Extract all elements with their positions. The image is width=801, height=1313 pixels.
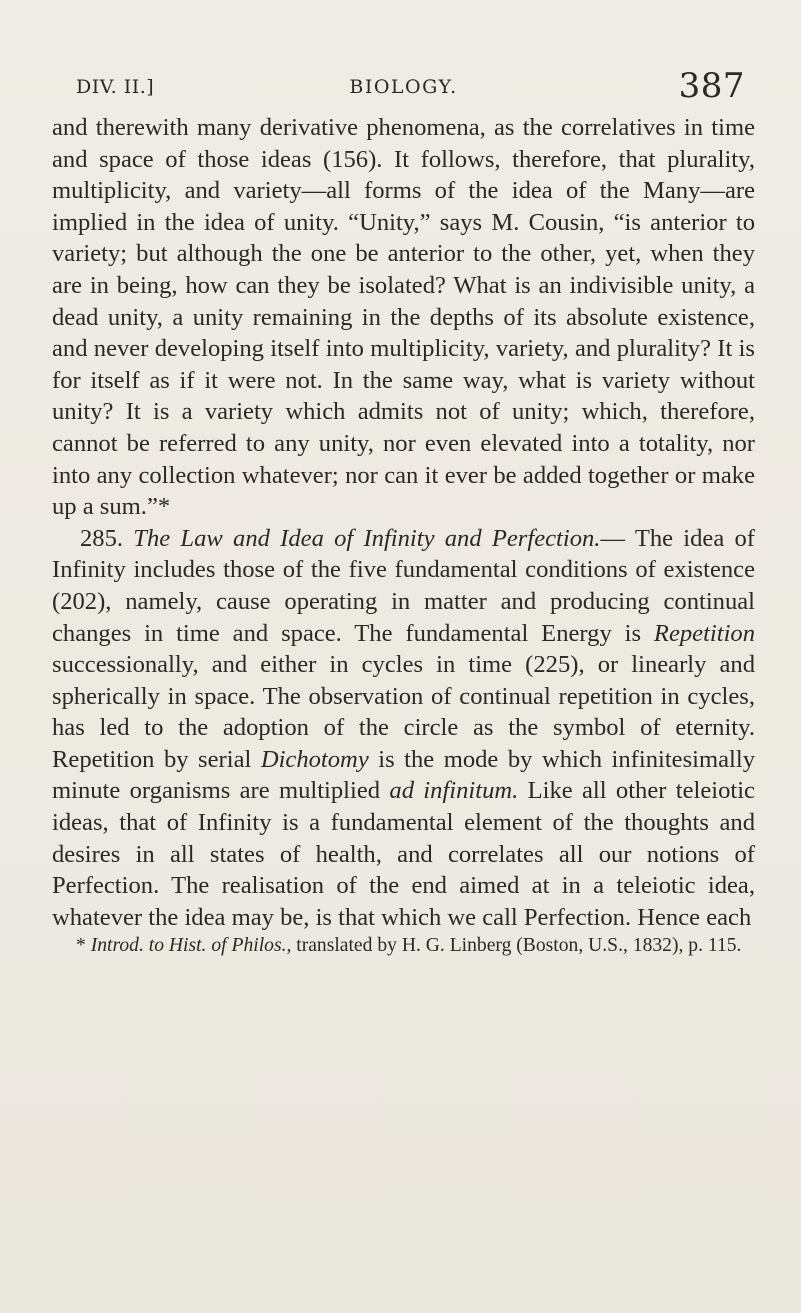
italic-term: Dichotomy <box>260 745 369 773</box>
division-label: DIV. II.] <box>76 76 155 98</box>
running-head <box>52 62 755 112</box>
footnote-text: , translated by H. G. Linberg (Boston, U.S., 1832), p. 115. <box>286 935 742 957</box>
paragraph-continuation: and therewith many derivative phenomena, as the correlatives in time and space of those ideas (156). It follows, therefore, that plurality, multiplicity, and variety—all forms of the idea of the Many—are implied in the idea of unity. “Unity,” says M. Cousin, “is anterior to variety; but although the one be anterior to the other, yet, when they are in being, how can they be isolated? What is an indivisible unity, a dead unity, a unity remaining in the depths of its absolute existence, and never developing itself into multiplicity, variety, and plurality? It is for itself as if it were not. In the same way, what is variety without unity? It is a variety which admits not of unity; which, therefore, cannot be referred to any unity, nor even elevated into a totality, nor into any collection whatever; nor can it ever be added together or make up a sum.”* <box>52 114 755 521</box>
italic-term: ad infinitum. <box>389 777 519 805</box>
text-segment: Like all other teleiotic ideas, that of Infinity is a fundamental element of the thoughts and desires in all states of health, and correlates all our notions of Perfection. The realisation of the end aimed at in a teleiotic idea, whatever the idea may be, is that which we call Perfection. Hence each <box>52 777 755 931</box>
footnote <box>52 935 755 957</box>
body-text <box>52 112 755 933</box>
page-number: 387 <box>678 66 745 106</box>
text-segment: successionally, and either in cycles in time (225), or linearly and spherically in space. The observation of continual repetition in cycles, has led to the adoption of the circle as the symbol of eternity. Repetition by serial <box>52 651 755 773</box>
section-heading: The Law and Idea of Infinity and Perfection. <box>133 524 601 552</box>
italic-term: Repetition <box>653 619 755 647</box>
section-title: BIOLOGY. <box>349 76 458 98</box>
text-segment: The idea of Infinity includes those of the five fundamental conditions of existence (202), namely, cause operating in matter and producing continual changes in time and space. The fundamental Energy is <box>52 524 755 647</box>
text-segment: is the mode by which infinitesimally minute organisms are multiplied <box>52 745 755 805</box>
footnote-title: Introd. to Hist. of Philos. <box>90 935 287 957</box>
footnote-mark: * <box>76 935 91 957</box>
section-number: 285. <box>80 524 124 552</box>
paragraph-285 <box>52 523 755 934</box>
heading-dash: — <box>600 524 626 552</box>
